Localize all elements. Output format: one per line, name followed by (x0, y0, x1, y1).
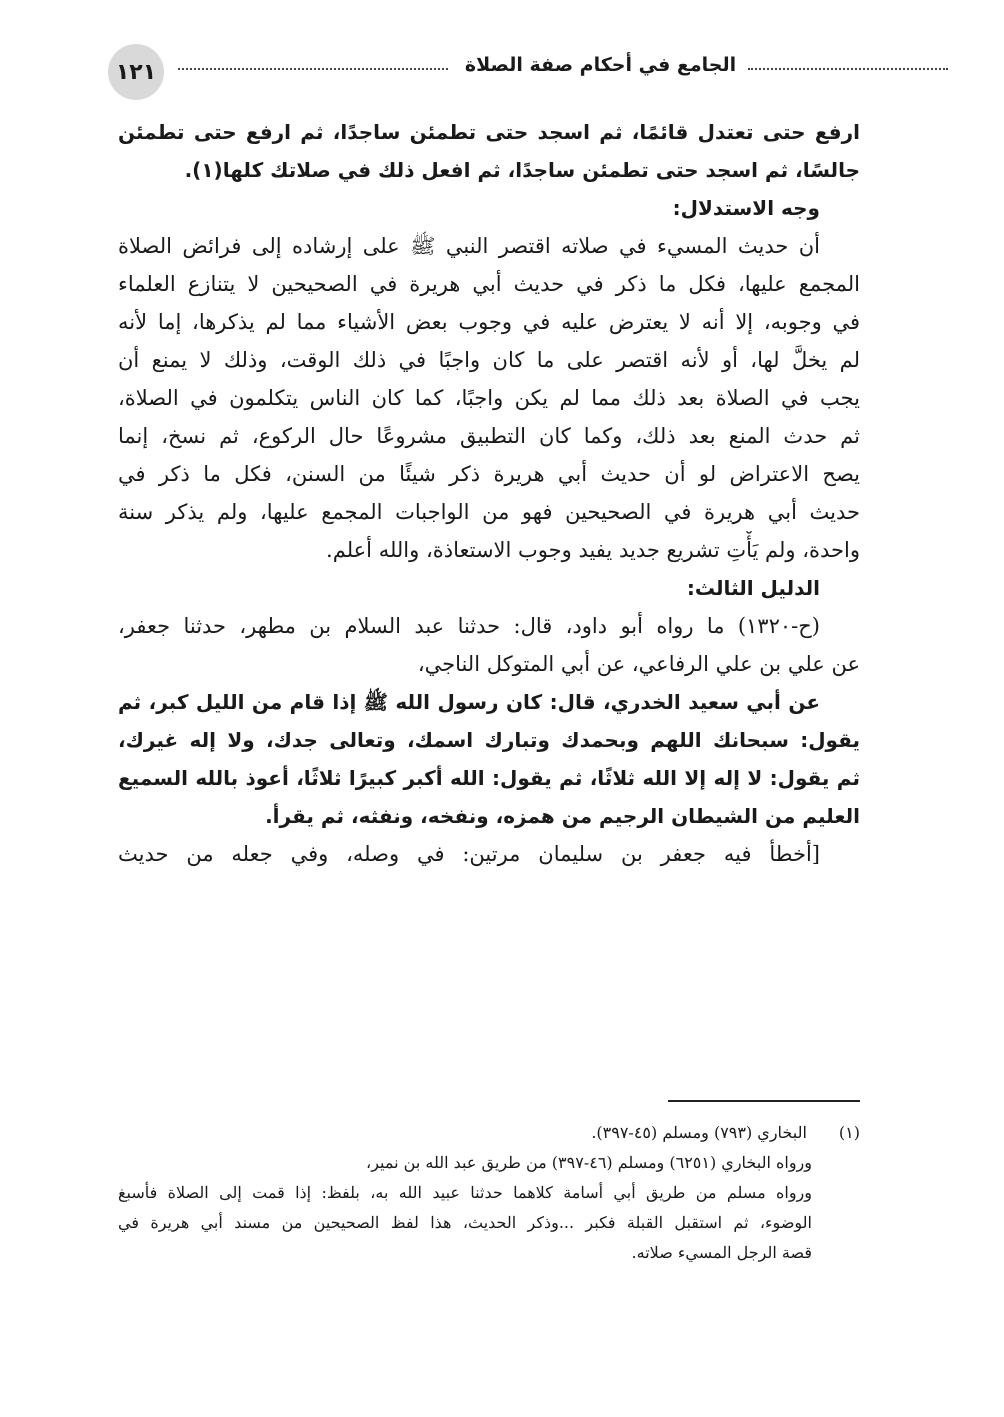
page-number: ١٢١ (108, 44, 164, 100)
paragraph-line: [أخطأ فيه جعفر بن سليمان مرتين: في وصله، وفي جعله من حديث (118, 842, 820, 866)
paragraph-line: المجمع عليها، فكل ما ذكر في حديث أبي هريرة في الصحيحين لا يتنازع العلماء (118, 272, 860, 296)
hadith-text-line: جالسًا، ثم اسجد حتى تطمئن ساجدًا، ثم افعل ذلك في صلاتك كلها(١). (184, 158, 860, 182)
paragraph-line: في وجوبه، إلا أنه لا يعترض عليه في وجوب بعض الأشياء مما لم يذكرها، إما لأنه (118, 310, 860, 334)
footnote-line (118, 1118, 860, 1148)
footnote-separator (668, 1100, 860, 1102)
paragraph-line: يجب في الصلاة بعد ذلك مما لم يكن واجبًا، كما كان الناس يتكلمون في الصلاة، (118, 386, 860, 410)
paragraph-line: واحدة، ولم يَأْتِ تشريع جديد يفيد وجوب الاستعاذة، والله أعلم. (326, 538, 860, 562)
paragraph-line: يصح الاعتراض لو أن حديث أبي هريرة ذكر شيئًا من السنن، فكل ما ذكر في (118, 462, 860, 486)
section-heading: وجه الاستدلال: (672, 196, 820, 220)
hadith-text-line: ارفع حتى تعتدل قائمًا، ثم اسجد حتى تطمئن ساجدًا، ثم ارفع حتى تطمئن (118, 120, 860, 144)
isnad-line: عن علي بن علي الرفاعي، عن أبي المتوكل الناجي، (417, 652, 860, 676)
header-dotted-leader-right (748, 58, 948, 70)
paragraph-line: لم يخلَّ لها، أو لأنه اقتصر على ما كان واجبًا في ذلك الوقت، وذلك لا يمنع أن (118, 348, 860, 372)
hadith-text-line: ثم يقول: لا إله إلا الله ثلاثًا، ثم يقول: الله أكبر كبيرًا ثلاثًا، أعوذ بالله السميع (118, 766, 860, 790)
page-header (108, 44, 848, 100)
footnote-line: ورواه مسلم من طريق أبي أسامة كلاهما حدثنا عبيد الله به، بلفظ: إذا قمت إلى الصلاة فأسبغ (118, 1183, 812, 1202)
footnote-line: ورواه البخاري (٦٢٥١) ومسلم (٤٦-٣٩٧) من طريق عبد الله بن نمير، (366, 1153, 812, 1172)
running-title: الجامع في أحكام صفة الصلاة (464, 54, 737, 76)
hadith-text-line: العليم من الشيطان الرجيم من همزه، ونفخه، ونفثه، ثم يقرأ. (265, 804, 860, 828)
footnotes (118, 1118, 860, 1268)
section-heading: الدليل الثالث: (686, 576, 820, 600)
paragraph-line: ثم حدث المنع بعد ذلك، وكما كان التطبيق مشروعًا حال الركوع، ثم نسخ، إنما (118, 424, 860, 448)
isnad-line: (ح-١٣٢٠) ما رواه أبو داود، قال: حدثنا عبد السلام بن مطهر، حدثنا جعفر، (118, 614, 820, 638)
hadith-text-line: عن أبي سعيد الخدري، قال: كان رسول الله ﷺ إذا قام من الليل كبر، ثم (118, 690, 820, 714)
footnote-number: (١) (838, 1123, 860, 1142)
header-dotted-leader (178, 58, 448, 70)
footnote-text: البخاري (٧٩٣) ومسلم (٤٥-٣٩٧). (591, 1123, 807, 1142)
paragraph-line: أن حديث المسيء في صلاته اقتصر النبي ﷺ على إرشاده إلى فرائض الصلاة (118, 234, 820, 258)
paragraph-line: حديث أبي هريرة في الصحيحين فهو من الواجبات المجمع عليها، ولم يذكر سنة (118, 500, 860, 524)
hadith-text-line: يقول: سبحانك اللهم وبحمدك وتبارك اسمك، وتعالى جدك، ولا إله غيرك، (118, 728, 860, 752)
footnote-line: قصة الرجل المسيء صلاته. (631, 1243, 812, 1262)
footnote-line: الوضوء، ثم استقبل القبلة فكبر ...وذكر الحديث، هذا لفظ الصحيحين من مسند أبي هريرة في (118, 1213, 812, 1232)
main-text (118, 113, 860, 873)
